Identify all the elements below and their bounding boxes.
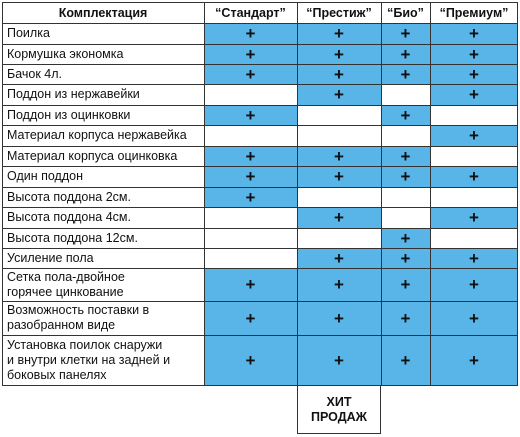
empty-cell	[297, 125, 381, 146]
row-label: Материал корпуса оцинковка	[7, 148, 178, 163]
configuration-table	[2, 2, 518, 434]
empty-cell	[430, 146, 518, 166]
plus-icon: +	[469, 44, 479, 64]
included-cell	[381, 268, 430, 301]
grid-line	[2, 2, 3, 386]
included-cell	[204, 166, 297, 187]
plus-icon: +	[400, 167, 411, 186]
included-cell	[204, 301, 297, 335]
plus-icon: +	[469, 308, 479, 328]
included-cell	[430, 268, 518, 301]
plus-icon: +	[469, 126, 479, 145]
grid-line	[430, 2, 431, 386]
grid-line	[204, 2, 205, 386]
included-cell	[430, 248, 518, 268]
empty-cell	[381, 187, 430, 207]
included-cell	[297, 301, 381, 335]
plus-icon: +	[400, 105, 411, 125]
empty-cell	[381, 207, 430, 228]
included-cell	[430, 207, 518, 228]
included-cell	[430, 23, 518, 44]
plus-icon: +	[334, 248, 344, 268]
row-label: Поддон из оцинковки	[7, 107, 131, 122]
plus-icon: +	[245, 187, 256, 207]
grid-line	[2, 166, 518, 167]
row-label: Один поддон	[7, 169, 83, 183]
column-header: “Био”	[387, 5, 424, 20]
grid-line	[297, 386, 298, 434]
plus-icon: +	[469, 350, 479, 370]
plus-icon: +	[245, 24, 256, 43]
plus-icon: +	[334, 308, 344, 328]
included-cell	[204, 335, 297, 385]
included-cell	[381, 228, 430, 248]
plus-icon: +	[245, 146, 256, 166]
plus-icon: +	[400, 308, 411, 328]
grid-line	[297, 2, 298, 386]
grid-line	[381, 2, 382, 386]
plus-icon: +	[245, 350, 256, 370]
plus-icon: +	[334, 167, 344, 186]
plus-icon: +	[400, 275, 411, 294]
plus-icon: +	[469, 85, 479, 104]
row-label: Установка поилок снаружи и внутри клетки на задней и боковых панелях	[7, 337, 171, 382]
grid-line	[2, 207, 518, 208]
included-cell	[297, 84, 381, 105]
grid-line	[2, 301, 518, 302]
empty-cell	[204, 228, 297, 248]
plus-icon: +	[469, 275, 479, 294]
included-cell	[297, 44, 381, 64]
plus-icon: +	[334, 64, 344, 84]
grid-line	[2, 268, 518, 269]
grid-line	[2, 146, 518, 147]
plus-icon: +	[245, 308, 256, 328]
grid-line	[2, 64, 518, 65]
plus-icon: +	[469, 167, 479, 186]
row-label: Бачок 4л.	[7, 66, 63, 81]
header-corner-label: Комплектация	[58, 5, 148, 20]
included-cell	[381, 44, 430, 64]
plus-icon: +	[334, 44, 344, 64]
included-cell	[204, 64, 297, 84]
plus-icon: +	[334, 24, 344, 43]
empty-cell	[430, 105, 518, 125]
included-cell	[430, 335, 518, 385]
included-cell	[297, 335, 381, 385]
column-header: “Престиж”	[306, 5, 372, 20]
included-cell	[381, 23, 430, 44]
included-cell	[297, 166, 381, 187]
included-cell	[204, 146, 297, 166]
plus-icon: +	[245, 105, 256, 125]
empty-cell	[297, 187, 381, 207]
included-cell	[204, 23, 297, 44]
plus-icon: +	[469, 64, 479, 84]
empty-cell	[430, 187, 518, 207]
grid-line	[2, 187, 518, 188]
grid-line	[2, 105, 518, 106]
plus-icon: +	[334, 85, 344, 104]
included-cell	[204, 268, 297, 301]
row-label: Материал корпуса нержавейка	[7, 128, 187, 142]
plus-icon: +	[245, 275, 256, 294]
included-cell	[381, 105, 430, 125]
included-cell	[297, 23, 381, 44]
hit-badge: ХИТ ПРОДАЖ	[311, 395, 367, 424]
plus-icon: +	[400, 24, 411, 43]
row-label: Высота поддона 4см.	[7, 210, 131, 224]
row-label: Усиление пола	[7, 250, 94, 265]
included-cell	[381, 64, 430, 84]
plus-icon: +	[469, 208, 479, 227]
row-label: Возможность поставки в разобранном виде	[7, 303, 150, 332]
plus-icon: +	[469, 24, 479, 43]
included-cell	[204, 187, 297, 207]
included-cell	[381, 146, 430, 166]
plus-icon: +	[400, 228, 411, 248]
plus-icon: +	[245, 167, 256, 186]
row-label: Поилка	[7, 26, 50, 40]
included-cell	[297, 207, 381, 228]
plus-icon: +	[334, 350, 344, 370]
included-cell	[297, 248, 381, 268]
empty-cell	[297, 105, 381, 125]
grid-line	[2, 84, 518, 85]
plus-icon: +	[400, 44, 411, 64]
included-cell	[297, 268, 381, 301]
plus-icon: +	[334, 275, 344, 294]
grid-line	[380, 386, 381, 434]
column-header: “Стандарт”	[215, 5, 286, 20]
included-cell	[381, 166, 430, 187]
included-cell	[204, 105, 297, 125]
grid-line	[2, 125, 518, 126]
included-cell	[430, 166, 518, 187]
plus-icon: +	[245, 44, 256, 64]
row-label: Высота поддона 12см.	[7, 230, 138, 245]
row-label: Поддон из нержавейки	[7, 87, 140, 101]
grid-line	[2, 385, 518, 386]
included-cell	[430, 64, 518, 84]
included-cell	[381, 248, 430, 268]
plus-icon: +	[400, 64, 411, 84]
included-cell	[381, 335, 430, 385]
included-cell	[430, 125, 518, 146]
empty-cell	[204, 84, 297, 105]
empty-cell	[204, 248, 297, 268]
plus-icon: +	[334, 146, 344, 166]
grid-line	[297, 433, 381, 434]
grid-line	[2, 2, 518, 3]
grid-line	[2, 23, 518, 24]
row-label: Кормушка экономка	[7, 46, 124, 61]
grid-line	[2, 228, 518, 229]
plus-icon: +	[400, 248, 411, 268]
included-cell	[430, 44, 518, 64]
plus-icon: +	[400, 146, 411, 166]
row-label: Высота поддона 2см.	[7, 189, 131, 204]
grid-line	[517, 2, 518, 386]
empty-cell	[297, 228, 381, 248]
included-cell	[430, 301, 518, 335]
included-cell	[430, 84, 518, 105]
included-cell	[204, 44, 297, 64]
row-label: Сетка пола-двойное горячее цинкование	[7, 269, 125, 299]
empty-cell	[381, 125, 430, 146]
included-cell	[381, 301, 430, 335]
empty-cell	[204, 207, 297, 228]
included-cell	[297, 146, 381, 166]
plus-icon: +	[469, 248, 479, 268]
empty-cell	[381, 84, 430, 105]
plus-icon: +	[400, 350, 411, 370]
column-header: “Премиум”	[439, 5, 509, 20]
empty-cell	[204, 125, 297, 146]
grid-line	[2, 248, 518, 249]
grid-line	[2, 44, 518, 45]
plus-icon: +	[245, 64, 256, 84]
plus-icon: +	[334, 208, 344, 227]
grid-line	[2, 335, 518, 336]
included-cell	[297, 64, 381, 84]
empty-cell	[430, 228, 518, 248]
